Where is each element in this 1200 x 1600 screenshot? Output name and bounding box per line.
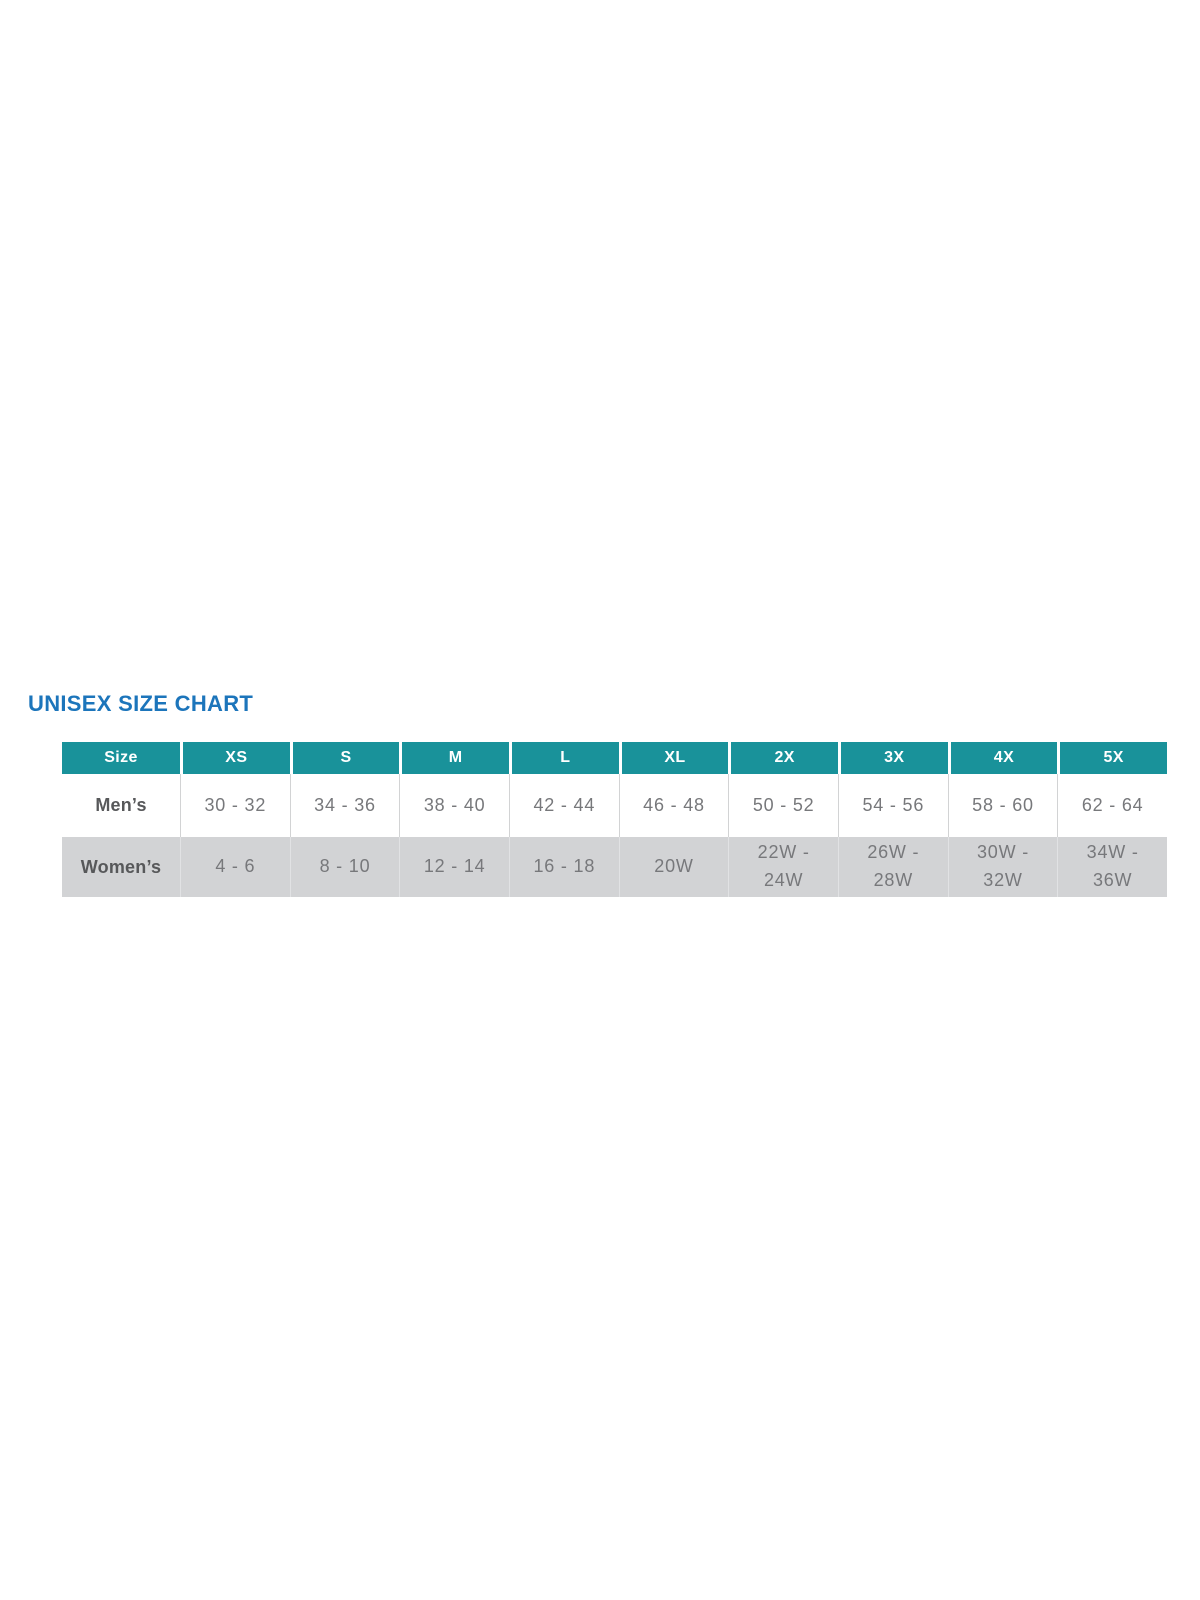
mens-size-m: 38 - 40 <box>399 774 509 837</box>
mens-size-4x: 58 - 60 <box>948 774 1058 837</box>
row-label-womens: Women’s <box>80 856 162 877</box>
size-chart-title: UNISEX SIZE CHART <box>28 691 254 716</box>
mens-size-5x: 62 - 64 <box>1057 774 1167 837</box>
womens-size-xs: 4 - 6 <box>180 837 290 897</box>
mens-size-s: 34 - 36 <box>290 774 400 837</box>
womens-size-m: 12 - 14 <box>399 837 509 897</box>
header-cell-m: M <box>399 742 509 774</box>
header-cell-5x: 5X <box>1057 742 1167 774</box>
header-cell-4x: 4X <box>948 742 1058 774</box>
header-cell-xs: XS <box>180 742 290 774</box>
mens-size-l: 42 - 44 <box>509 774 619 837</box>
header-cell-2x: 2X <box>728 742 838 774</box>
mens-size-3x: 54 - 56 <box>838 774 948 837</box>
womens-size-5x: 34W - 36W <box>1057 837 1167 897</box>
header-cell-xl: XL <box>619 742 729 774</box>
womens-size-l: 16 - 18 <box>509 837 619 897</box>
womens-size-4x: 30W - 32W <box>948 837 1058 897</box>
header-cell-3x: 3X <box>838 742 948 774</box>
header-cell-l: L <box>509 742 619 774</box>
header-row <box>62 742 1167 774</box>
table-row-womens <box>62 837 1167 897</box>
row-label-mens: Men’s <box>95 795 147 815</box>
header-cell-s: S <box>290 742 400 774</box>
womens-size-s: 8 - 10 <box>290 837 400 897</box>
table-row-mens <box>62 774 1167 837</box>
mens-size-xl: 46 - 48 <box>619 774 729 837</box>
womens-size-2x: 22W - 24W <box>728 837 838 897</box>
header-cell-size: Size <box>62 742 180 774</box>
size-chart-table <box>62 742 1167 897</box>
womens-size-xl: 20W <box>619 837 729 897</box>
mens-size-xs: 30 - 32 <box>180 774 290 837</box>
mens-size-2x: 50 - 52 <box>728 774 838 837</box>
womens-size-3x: 26W - 28W <box>838 837 948 897</box>
